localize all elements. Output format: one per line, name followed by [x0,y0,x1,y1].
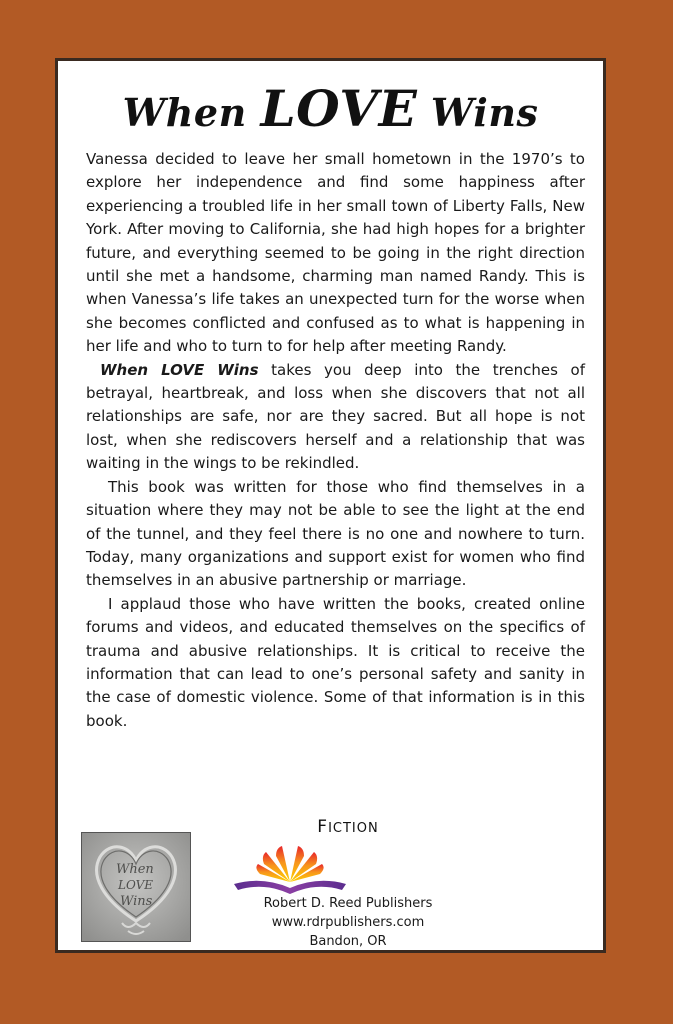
blurb-paragraph-3: This book was written for those who find themselves in a situation where they may not be able to see the light at the end of the tunnel, and they feel there is no one and nowhere to turn. Today, many organizations and support exist for women who find themselves in an abusive partnership or marriage. [86,477,585,590]
cover-thumbnail [81,832,191,942]
genre-label [208,817,488,837]
publisher-info [208,894,488,951]
genre-rest: ICTION [328,821,379,836]
title-suffix: Wins [430,90,539,135]
blurb-paragraph-2-text: takes you deep into the trenches of betrayal, heartbreak, and loss when she discovers that not all relationships are safe, nor are they sacred. But all hope is not lost, when she rediscovers herself and a relationship that was waiting in the wings to be rekindled. [86,360,585,473]
back-cover-panel [55,58,606,953]
blurb-paragraph-4: I applaud those who have written the books, created online forums and videos, and educated themselves on the specifics of trauma and abusive relationships. It is critical to receive the information that can lead to one’s personal safety and sanity in the case of domestic violence. Some of that information is in this book. [86,594,585,730]
inline-book-title: When LOVE Wins [100,360,259,379]
sand-heart-drawing [82,833,190,941]
publisher-logo [230,844,350,896]
publisher-location: Bandon, OR [309,934,387,949]
blurb [86,148,585,733]
thumbnail-word-3: Wins [120,894,153,909]
publisher-url[interactable]: www.rdrpublishers.com [271,915,425,930]
genre-initial: F [317,817,329,837]
title-prefix: When [122,90,247,135]
book-title [58,79,603,138]
title-love: LOVE [260,79,418,138]
publisher-name: Robert D. Reed Publishers [263,896,433,911]
thumbnail-word-1: When [116,862,154,877]
blurb-paragraph-1: Vanessa decided to leave her small hometown in the 1970’s to explore her independence and find some happiness after experiencing a troubled life in her small town of Liberty Falls, New York. After moving to California, she had high hopes for a brighter future, and everything seemed to be going in the right direction until she met a handsome, charming man named Randy. This is when Vanessa’s life takes an unexpected turn for the worse when she becomes conflicted and confused as to what is happening in her life and who to turn to for help after meeting Randy. [86,150,585,356]
blurb-paragraph-2 [86,359,585,476]
thumbnail-word-2: LOVE [118,878,154,892]
